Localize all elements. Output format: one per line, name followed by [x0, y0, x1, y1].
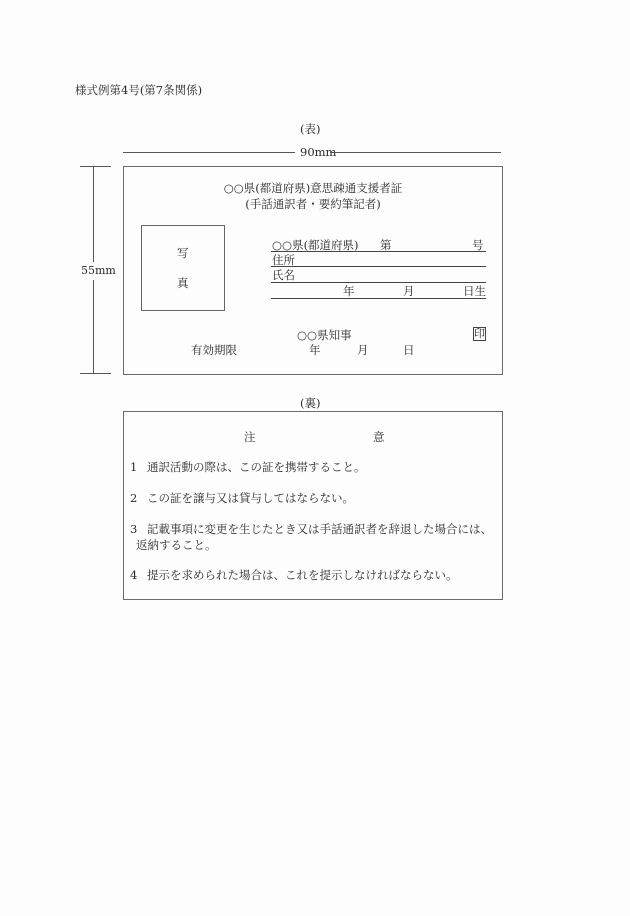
- front-side-label: (表): [300, 122, 321, 136]
- notice-item-3-num: 3: [130, 522, 138, 536]
- notice-item-3-text: 記載事項に変更を生じたとき又は手話通訳者を辞退した場合には、: [147, 522, 492, 536]
- notice-item-2-num: 2: [130, 491, 138, 505]
- notice-heading-char2: 意: [373, 430, 385, 444]
- notice-item-2-text: この証を譲与又は貸与してはならない。: [147, 491, 354, 505]
- validity-label: 有効期限: [191, 343, 237, 357]
- width-dimension-label: 90mm: [300, 145, 337, 159]
- number-prefix: 第: [380, 238, 392, 252]
- address-label: 住所: [272, 253, 295, 267]
- photo-label-char2: 真: [177, 276, 189, 290]
- height-dimension-tick-bottom: [80, 373, 111, 374]
- name-underline: [271, 282, 486, 283]
- seal-mark: 印: [474, 327, 485, 340]
- notice-item-4-text: 提示を求められた場合は、これを提示しなければならない。: [147, 568, 458, 582]
- notice-heading-char1: 注: [244, 430, 256, 444]
- card-title-line2: (手話通訳者・要約筆記者): [245, 197, 381, 211]
- number-suffix: 号: [472, 238, 484, 252]
- number-underline: [271, 251, 486, 252]
- birth-month-label: 月: [403, 284, 415, 298]
- notice-item-4-num: 4: [130, 568, 138, 582]
- width-dimension-line-right: [330, 152, 501, 153]
- notice-item-1-text: 通訳活動の際は、この証を携帯すること。: [147, 460, 366, 474]
- width-dimension-line-left: [123, 152, 295, 153]
- form-title: 様式例第4号(第7条関係): [75, 83, 203, 97]
- birthdate-underline: [271, 298, 486, 299]
- photo-label-char1: 写: [177, 246, 189, 260]
- validity-year-label: 年: [309, 343, 321, 357]
- notice-item-3-text-cont: 返納すること。: [136, 538, 217, 552]
- back-side-label: (裏): [300, 396, 321, 410]
- height-dimension-label: 55mm: [81, 264, 116, 277]
- height-dimension-line-upper: [93, 166, 94, 262]
- height-dimension-tick-top: [80, 166, 111, 167]
- card-title-line1: ○○県(都道府県)意思疎通支援者証: [223, 181, 403, 195]
- prefecture-label: ○○県(都道府県): [272, 238, 359, 252]
- birth-day-label: 日生: [463, 284, 486, 298]
- validity-month-label: 月: [357, 343, 369, 357]
- validity-day-label: 日: [403, 343, 415, 357]
- issuer-label: ○○県知事: [297, 328, 352, 342]
- notice-item-1-num: 1: [130, 460, 138, 474]
- name-label: 氏名: [272, 268, 295, 282]
- birth-year-label: 年: [343, 284, 355, 298]
- height-dimension-line-lower: [93, 280, 94, 373]
- photo-box: [141, 225, 225, 311]
- address-underline: [271, 266, 486, 267]
